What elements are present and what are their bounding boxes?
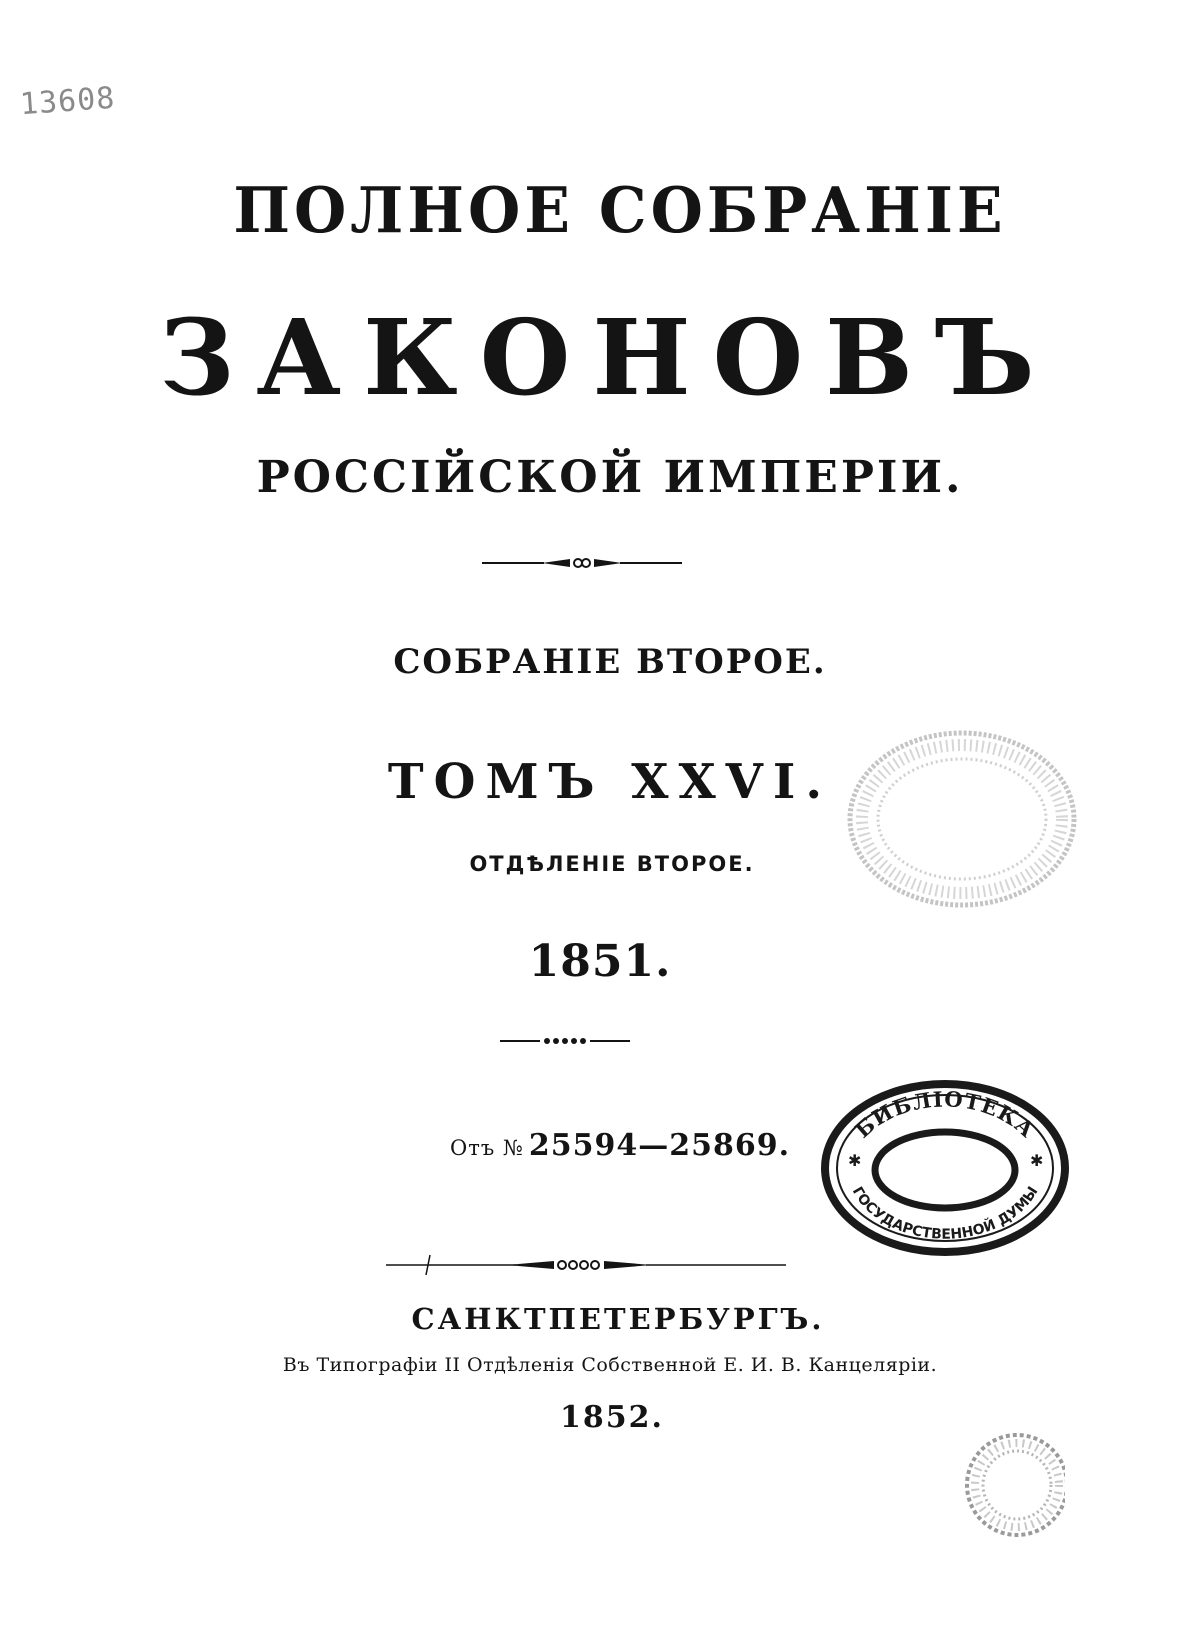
- ornament-divider-bottom: [386, 1253, 786, 1277]
- inventory-number: 13608: [18, 80, 117, 123]
- partial-stamp-bottom-right: [955, 1430, 1065, 1540]
- title-line-2: ЗАКОНОВЪ: [159, 296, 1057, 419]
- stamp-bottom-text: ГОСУДАРСТВЕННОЙ ДУМЫ: [848, 1183, 1042, 1243]
- section-label: ОТДѢЛЕНІЕ ВТОРОЕ.: [469, 852, 755, 876]
- imprint-printer: Въ Типографіи II Отдѣленія Собственной Е. И. В. Канцеляріи.: [282, 1354, 938, 1376]
- faded-library-stamp: [842, 724, 1082, 914]
- collection-label: СОБРАНІЕ ВТОРОЕ.: [393, 642, 827, 682]
- publication-year: 1851.: [528, 936, 672, 987]
- state-duma-library-stamp: [820, 1078, 1070, 1258]
- title-line-3: РОССІЙСКОЙ ИМПЕРІИ.: [256, 452, 964, 503]
- imprint-city: САНКТПЕТЕРБУРГЪ.: [411, 1302, 825, 1336]
- ornament-divider-top: [482, 553, 682, 573]
- volume-label: ТОМЪ XXVI.: [387, 754, 833, 810]
- range-numbers: 25594—25869.: [528, 1128, 791, 1163]
- imprint-year: 1852.: [560, 1400, 664, 1435]
- stamp-star-left-icon: ✱: [848, 1151, 862, 1170]
- title-line-1: ПОЛНОЕ СОБРАНІЕ: [233, 174, 1007, 248]
- stamp-top-text: БИБЛІОТЕКА: [849, 1086, 1041, 1143]
- stamp-star-right-icon: ✱: [1030, 1151, 1044, 1170]
- ornament-divider-middle: [500, 1034, 630, 1048]
- range-prefix: Отъ №: [449, 1136, 524, 1160]
